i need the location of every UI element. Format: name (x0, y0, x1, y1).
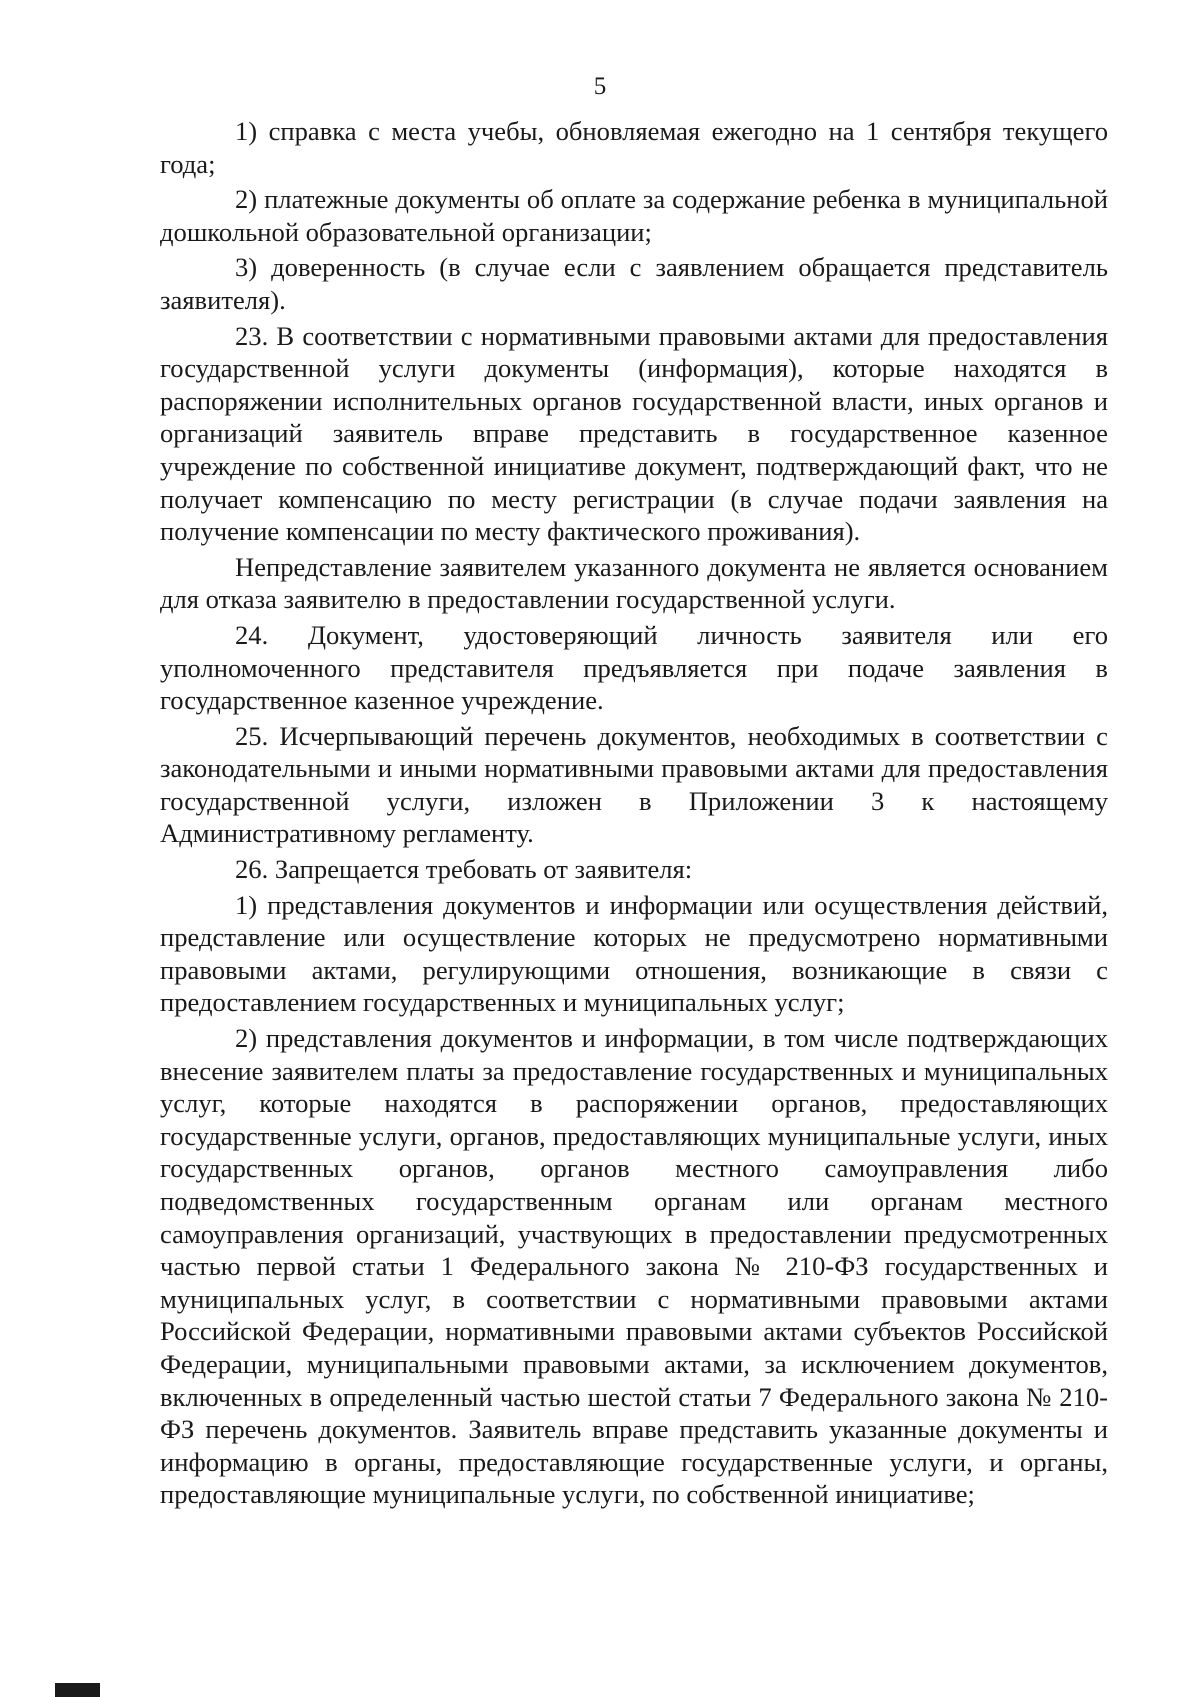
paragraph-item-3: 3) доверенность (в случае если с заявлением обращается представитель заявителя). (160, 252, 1108, 315)
paragraph-non-submission: Непредставление заявителем указанного документа не является основанием для отказа заявителю в предоставлении государственной услуги. (160, 551, 1108, 615)
paragraph-clause-25: 25. Исчерпывающий перечень документов, необходимых в соответствии с законодательными и иными нормативными правовыми актами для предоставления государственной услуги, изложен в Приложении 3 к настоящему Административному регламенту. (160, 720, 1108, 849)
paragraph-item-1: 1) справка с места учебы, обновляемая ежегодно на 1 сентября текущего года; (160, 116, 1108, 179)
scan-corner-mark (55, 1683, 100, 1697)
paragraph-prohibition-1: 1) представления документов и информации или осуществления действий, представление или осуществление которых не предусмотрено нормативными правовыми актами, регулирующими отношения, возникающие в связи с предоставлением государственных и муниципальных услуг; (160, 889, 1108, 1018)
paragraph-prohibition-2: 2) представления документов и информации, в том числе подтверждающих внесение заявителем платы за предоставление государственных и муниципальных услуг, которые находятся в распоряжении органов, предоставляющих государственные услуги, органов, предоставляющих муниципальные услуги, иных государственных органов, органов местного самоуправления либо подведомственных государственным органам или органам местного самоуправления организаций, участвующих в предоставлении предусмотренных частью первой статьи 1 Федерального закона № 210-ФЗ государственных и муниципальных услуг, в соответствии с нормативными правовыми актами Российской Федерации, нормативными правовыми актами субъектов Российской Федерации, муниципальными правовыми актами, за исключением документов, включенных в определенный частью шестой статьи 7 Федерального закона № 210-ФЗ перечень документов. Заявитель вправе представить указанные документы и информацию в органы, предоставляющие государственные услуги, и органы, предоставляющие муниципальные услуги, по собственной инициативе; (160, 1023, 1108, 1510)
page-number: 5 (593, 73, 607, 100)
paragraph-clause-26: 26. Запрещается требовать от заявителя: (235, 854, 693, 885)
paragraph-clause-23: 23. В соответствии с нормативными правовыми актами для предоставления государственной услуги документы (информация), которые находятся в распоряжении исполнительных органов государственной власти, иных органов и организаций заявитель вправе представить в государственное казенное учреждение по собственной инициативе документ, подтверждающий факт, что не получает компенсацию по месту регистрации (в случае подачи заявления на получение компенсации по месту фактического проживания). (160, 320, 1108, 547)
paragraph-item-2: 2) платежные документы об оплате за содержание ребенка в муниципальной дошкольной образовательной организации; (160, 184, 1108, 247)
document-body (160, 115, 1108, 1514)
paragraph-clause-24: 24. Документ, удостоверяющий личность заявителя или его уполномоченного представителя предъявляется при подаче заявления в государственное казенное учреждение. (160, 619, 1108, 716)
